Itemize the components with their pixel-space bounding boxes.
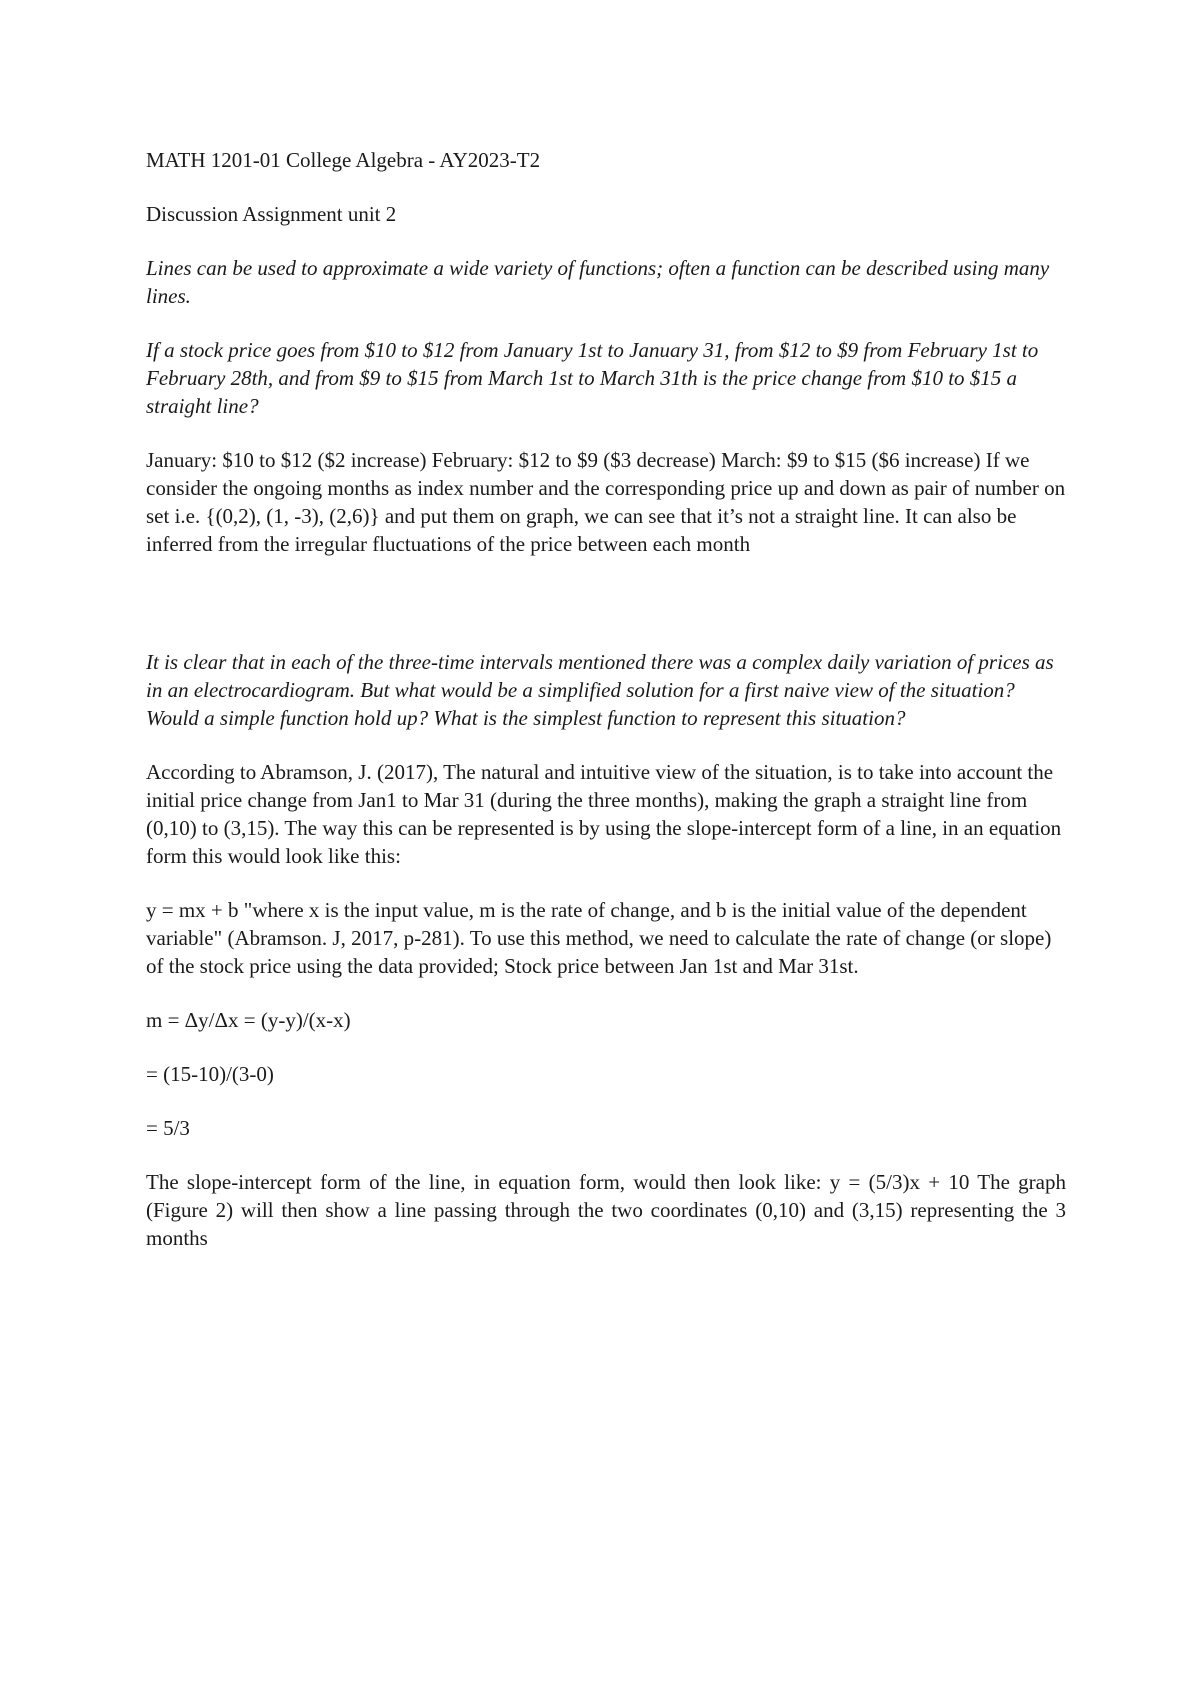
- blank-spacer: [146, 584, 1066, 648]
- answer-monthly-changes: January: $10 to $12 ($2 increase) February: $12 to $9 ($3 decrease) March: $9 to $15 ($6 increase) If we consider the ongoing months as index number and the corresponding price up and down as pair of number on set i.e. {(0,2), (1, -3), (2,6)} and put them on graph, we can see that it’s not a straight line. It can also be inferred from the irregular fluctuations of the price between each month: [146, 448, 1066, 556]
- equation-result: = 5/3: [146, 1116, 190, 1140]
- prompt-simplified-function: It is clear that in each of the three-time intervals mentioned there was a complex daily variation of prices as in an electrocardiogram. But what would be a simplified solution for a first naive view of the situation? Would a simple function hold up? What is the simplest function to represent this situation?: [146, 650, 1054, 730]
- prompt-lines-approximation: Lines can be used to approximate a wide variety of functions; often a function can be described using many lines.: [146, 256, 1050, 308]
- document-body: [146, 146, 1066, 1278]
- answer-abramson-view: According to Abramson, J. (2017), The natural and intuitive view of the situation, is to take into account the initial price change from Jan1 to Mar 31 (during the three months), making the graph a straight line from (0,10) to (3,15). The way this can be represented is by using the slope-intercept form of a line, in an equation form this would look like this:: [146, 760, 1062, 868]
- answer-slope-intercept: y = mx + b "where x is the input value, m is the rate of change, and b is the initial value of the dependent variable" (Abramson. J, 2017, p-281). To use this method, we need to calculate the rate of change (or slope) of the stock price using the data provided; Stock price between Jan 1st and Mar 31st.: [146, 898, 1052, 978]
- equation-slope-formula: m = Δy/Δx = (y-y)/(x-x): [146, 1008, 351, 1032]
- equation-substitution: = (15-10)/(3-0): [146, 1062, 274, 1086]
- answer-final-equation: The slope-intercept form of the line, in equation form, would then look like: y = (5/3)x + 10 The graph (Figure 2) will then show a line passing through the two coordinates (0,10) and (3,15) representing the 3 months: [146, 1170, 1066, 1250]
- course-title: MATH 1201-01 College Algebra - AY2023-T2: [146, 148, 541, 172]
- assignment-title: Discussion Assignment unit 2: [146, 202, 397, 226]
- prompt-stock-price-question: If a stock price goes from $10 to $12 from January 1st to January 31, from $12 to $9 from February 1st to February 28th, and from $9 to $15 from March 1st to March 31th is the price change from $10 to $15 a straight line?: [146, 338, 1039, 418]
